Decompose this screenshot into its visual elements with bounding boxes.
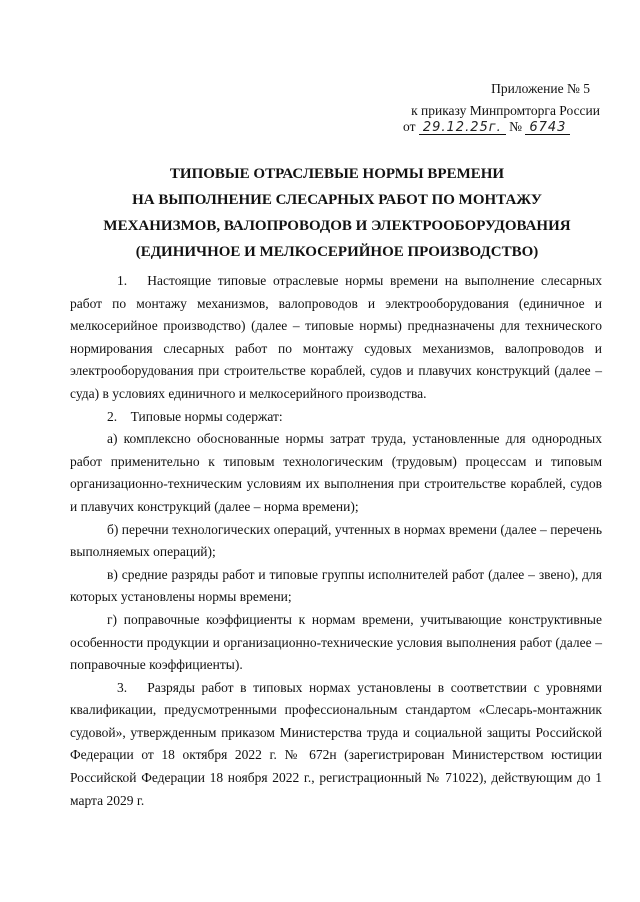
paragraph-2a: а) комплексно обоснованные нормы затрат труда, установленные для однородных работ применительно к типовым технологическим (трудовым) процессам и типовым организационно-техническим условиям их выполнения при строительстве кораблей, судов и плавучих конструкций (далее – норма времени); <box>70 431 602 514</box>
title-line-3: МЕХАНИЗМОВ, ВАЛОПРОВОДОВ И ЭЛЕКТРООБОРУДОВАНИЯ <box>103 218 571 234</box>
appendix-label: Приложение № 5 <box>491 81 590 96</box>
title-line-1: ТИПОВЫЕ ОТРАСЛЕВЫЕ НОРМЫ ВРЕМЕНИ <box>169 166 505 182</box>
document-title <box>70 161 604 265</box>
paragraph-2d: г) поправочные коэффициенты к нормам времени, учитывающие конструктивные особенности продукции и организационно-технические условия выполнения работ (далее – поправочные коэффициенты). <box>70 611 602 673</box>
order-date: 29.12.25г. <box>419 121 506 135</box>
paragraph-2: 2. Типовые нормы содержат: <box>107 408 283 424</box>
title-line-4: (ЕДИНИЧНОЕ И МЕЛКОСЕРИЙНОЕ ПРОИЗВОДСТВО) <box>135 244 539 260</box>
order-reference: к приказу Минпромторга России <box>411 103 600 118</box>
paragraph-2b: б) перечни технологических операций, учтенных в нормах времени (далее – перечень выполняемых операций); <box>70 521 602 560</box>
paragraph-3: 3. Разряды работ в типовых нормах установлены в соответствии с уровнями квалификации, предусмотренными профессиональным стандартом «Слесарь-монтажник судовой», утвержденным приказом Министерства труда и социальной защиты Российской Федерации от 18 октября 2022 г. № 672н (зарегистрирован Министерством юстиции Российской Федерации 18 ноября 2022 г., регистрационный № 71022), действующим до 1 марта 2029 г. <box>70 679 602 808</box>
title-line-2: НА ВЫПОЛНЕНИЕ СЛЕСАРНЫХ РАБОТ ПО МОНТАЖУ <box>132 192 542 208</box>
order-date-number <box>403 119 570 135</box>
paragraph-1: 1. Настоящие типовые отраслевые нормы времени на выполнение слесарных работ по монтажу механизмов, валопроводов и электрооборудования (единичное и мелкосерийное производство) (далее – типовые нормы) предназначены для технического нормирования слесарных работ по монтажу судовых механизмов, валопроводов и электрооборудования при строительстве кораблей, судов и плавучих конструкций (далее – суда) в условиях единичного и мелкосерийного производства. <box>70 273 602 401</box>
order-number: 6743 <box>525 121 570 135</box>
from-label: от <box>403 119 416 134</box>
document-body <box>70 270 602 812</box>
number-label: № <box>509 119 522 134</box>
paragraph-2c: в) средние разряды работ и типовые группы исполнителей работ (далее – звено), для которых установлены нормы времени; <box>70 566 602 605</box>
